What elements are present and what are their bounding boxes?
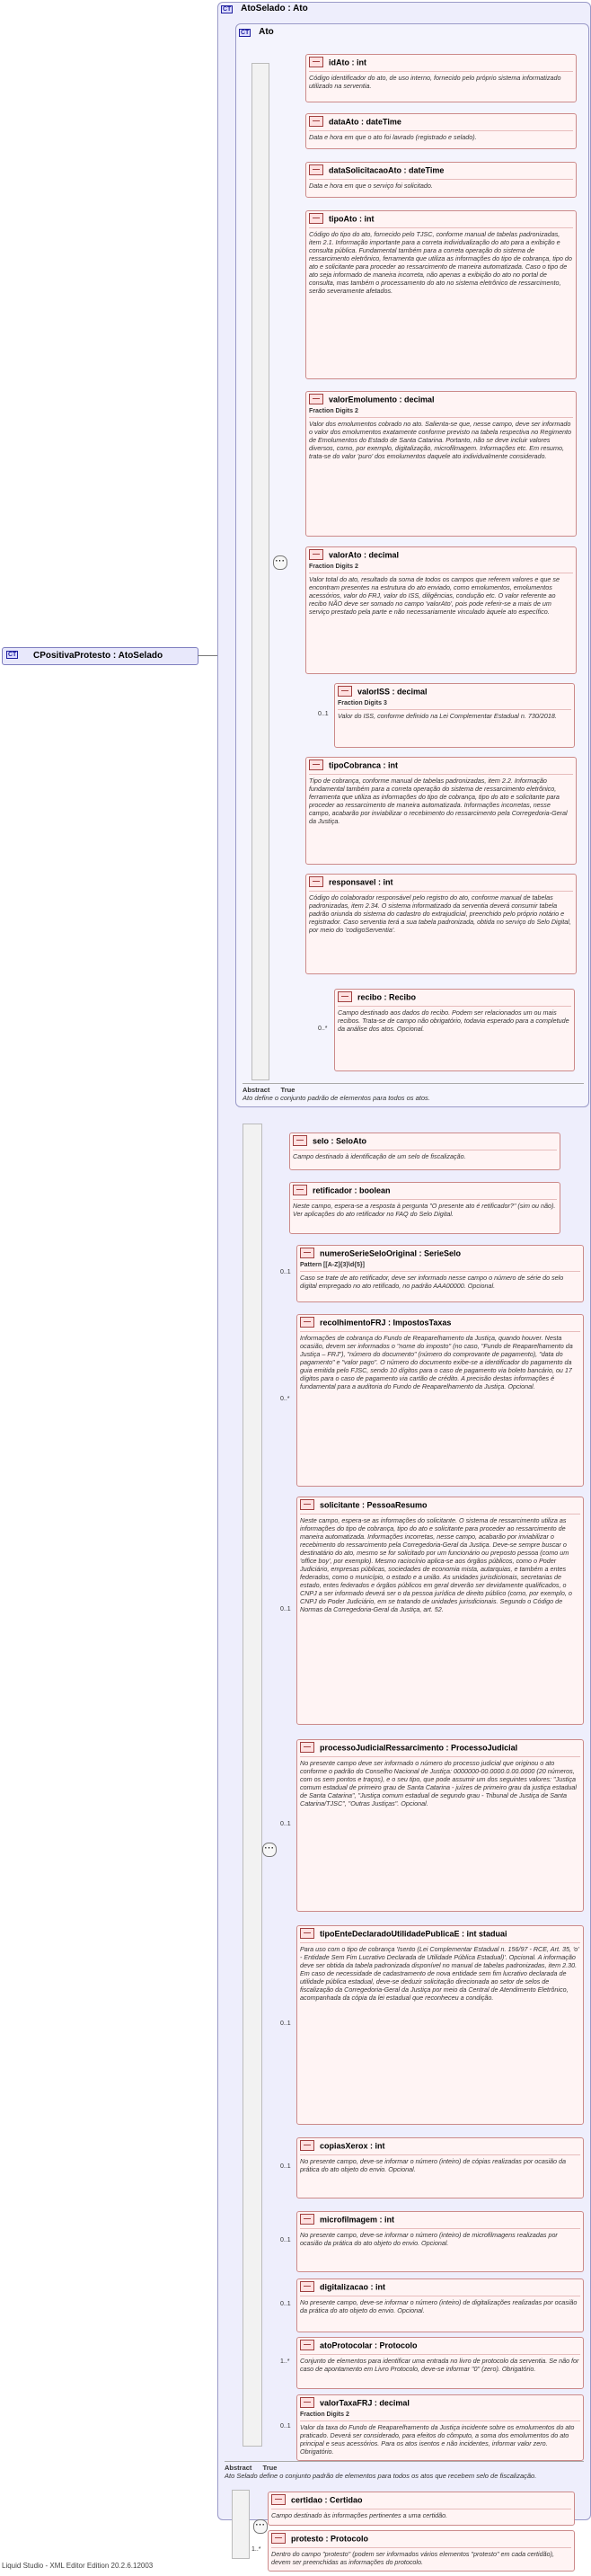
- selado-element-4[interactable]: [296, 1497, 584, 1725]
- element-doc: Código identificador do ato, de uso interno, fornecido pelo próprio sistema informatizado utilizado na serventia.: [309, 71, 573, 90]
- element-icon: [300, 2140, 314, 2151]
- selado-element-0[interactable]: [289, 1133, 560, 1170]
- element-icon: [300, 1499, 314, 1510]
- element-name: numeroSerieSeloOriginal : SerieSelo: [320, 1248, 462, 1258]
- ato-abstract: [243, 1083, 584, 1102]
- occurrence-label: 0..1: [280, 2301, 291, 2307]
- occurrence-label: 0..1: [280, 1269, 291, 1275]
- element-name: retificador : boolean: [313, 1186, 391, 1195]
- selado-element-2[interactable]: [296, 1245, 584, 1302]
- selado-element-7[interactable]: [296, 2137, 584, 2198]
- element-doc: No presente campo, deve-se informar o número (inteiro) de digitalizações realizadas por ocasião da prática do ato objeto do envio. Opcional.: [300, 2296, 580, 2314]
- element-name: certidao : Certidao: [291, 2495, 363, 2505]
- element-doc: Neste campo, espera-se as informações do solicitante. O sistema de ressarcimento utiliza as informações do tipo de cobrança, tipo do ato e solicitante para proceder ao ressarcimento de maneira automatizada. Informações incorretas, nesse campo, acabarão por inviabilizar o recebimento do ressarcimento pela Corregedoria-Geral da Justiça. Deve-se sempre buscar o destinatário do ato, mesmo se for solicitado por um funcionário ou preposto pessoa (como um 'office boy', por exemplo). Mesmo raciocínio aplica-se aos órgãos públicos, como o Poder Judiciário, empresas públicas, sociedades de economia mista, autarquias, e também a entes federados, como o município, o estado e a união. As unidades jurisdicionais, secretarias de estado, entes federados e órgãos públicos em geral deverão ser devidamente qualificados, o CNPJ a ser informado deverá ser o da pessoa jurídica de direito público (como, por exemplo, o CNPJ do Poder Judiciário, em se tratando de unidades jurisdicionais. Segundo o Código de Normas da Corregedoria-Geral da Justiça, art. 52.: [300, 1514, 580, 1613]
- element-header: [271, 2534, 368, 2545]
- selado-element-6[interactable]: [296, 1925, 584, 2125]
- ato-element-8[interactable]: [305, 874, 577, 974]
- element-header: [300, 2398, 410, 2409]
- element-icon: [271, 2494, 286, 2505]
- element-doc: Caso se trate de ato retificador, deve ser informado nesse campo o número de série do selo digital empregado no ato retificado, no padrão AAA00000. Opcional.: [300, 1271, 580, 1290]
- element-icon: [293, 1135, 307, 1146]
- element-header: [300, 1929, 507, 1940]
- element-name: idAto : int: [329, 58, 366, 67]
- ato-header: [239, 27, 274, 37]
- element-facet: Fraction Digits 3: [338, 700, 387, 706]
- element-header: [300, 1500, 428, 1511]
- occurrence-label: 0..1: [280, 2163, 291, 2170]
- element-doc: No presente campo, deve-se informar o número (inteiro) de microfilmagens realizadas por ocasião da prática do ato objeto do envio. Opcional.: [300, 2228, 580, 2247]
- element-header: [309, 165, 444, 176]
- element-name: valorTaxaFRJ : decimal: [320, 2398, 410, 2408]
- element-icon: [338, 686, 352, 697]
- element-facet: Fraction Digits 2: [300, 2412, 349, 2418]
- occurrence-label: 0..1: [318, 711, 329, 717]
- element-header: [309, 760, 398, 771]
- element-icon: [300, 1742, 314, 1753]
- element-facet: Fraction Digits 2: [309, 408, 358, 414]
- element-icon: [300, 1248, 314, 1258]
- element-doc: No presente campo, deve-se informar o número (inteiro) de cópias realizadas por ocasião da prática do ato objeto do envio. Opcional.: [300, 2154, 580, 2173]
- element-name: copiasXerox : int: [320, 2141, 385, 2151]
- element-header: [300, 1248, 461, 1259]
- element-icon: [309, 394, 323, 404]
- selado-element-8[interactable]: [296, 2211, 584, 2272]
- ato-element-4[interactable]: [305, 391, 577, 537]
- sequence-bar: [232, 2490, 250, 2559]
- element-icon: [309, 549, 323, 560]
- occurrence-label: 0..1: [280, 2237, 291, 2243]
- element-icon: [271, 2533, 286, 2544]
- connector: [198, 655, 217, 656]
- selado-element-10[interactable]: [296, 2337, 584, 2389]
- element-name: tipoEnteDeclaradoUtilidadePublicaE : int staduai: [320, 1929, 507, 1939]
- element-doc: Tipo de cobrança, conforme manual de tabelas padronizadas, item 2.2. Informação fundamental também para a correta operação do sistema de ressarcimento eletrônico, ferramenta que utiliza as informações do tipo de cobrança, tipo do ato e solicitante para proceder ao ressarcimento de maneira automatizada. Informações incorretas, nesse campo, acabarão por inviabilizar o recebimento do ressarcimento pela Corregedoria-Geral da Justiça.: [309, 774, 573, 825]
- abstract-label: Abstract: [243, 1086, 270, 1094]
- root-element-0[interactable]: [268, 2492, 575, 2526]
- atoselado-header: [221, 4, 308, 13]
- element-name: recibo : Recibo: [357, 992, 417, 1002]
- element-icon: [300, 2340, 314, 2350]
- element-name: recolhimentoFRJ : ImpostosTaxas: [320, 1318, 452, 1328]
- element-doc: Campo destinado aos dados do recibo. Podem ser relacionados um ou mais recibos. Trata-se de campo não obrigatório, todavia esperado para a completude da análise dos atos. Opcional.: [338, 1006, 571, 1033]
- abstract-value: True: [262, 2464, 278, 2472]
- element-name: processoJudicialRessarcimento : ProcessoJudicial: [320, 1743, 518, 1753]
- element-name: responsavel : int: [329, 877, 393, 887]
- atoselado-title: AtoSelado : Ato: [241, 4, 308, 13]
- element-icon: [309, 213, 323, 224]
- element-header: [271, 2495, 363, 2506]
- element-header: [309, 877, 393, 888]
- element-facet: Pattern [[A-Z]{3}\d{5}]: [300, 1262, 365, 1268]
- element-doc: Campo destinado às informações pertinentes a uma certidão.: [271, 2509, 571, 2519]
- element-doc: Conjunto de elementos para identificar uma entrada no livro de protocolo da serventia. Se não for caso de apontamento em Livro Protocolo, deve-se informar "0" (zero). Obrigatório.: [300, 2354, 580, 2373]
- abstract-doc: Ato Selado define o conjunto padrão de elementos para todos os atos que recebem selo de fiscalização.: [225, 2472, 537, 2480]
- element-doc: Valor total do ato, resultado da soma de todos os campos que referem valores e que se encontram presentes na estrutura do ato enviado, como emolumentos, emolumentos acessórios, valor do FRJ, valor do ISS, diligências, condução etc. O valor referente ao recibo NÃO deve ser somado no campo 'valorAto', pois pode referir-se a mais de um serviço prestado pela parte e não necessariamente vinculado àquele ato específico.: [309, 573, 573, 616]
- element-icon: [309, 759, 323, 770]
- element-name: solicitante : PessoaResumo: [320, 1500, 428, 1510]
- occurrence-label: 0..1: [280, 2021, 291, 2027]
- sequence-bar: [251, 63, 269, 1080]
- root-type-title: CPositivaProtesto : AtoSelado: [33, 651, 163, 661]
- element-icon: [293, 1185, 307, 1195]
- footer-credit: Liquid Studio - XML Editor Edition 20.2.6.12003: [2, 2562, 154, 2570]
- element-header: [309, 117, 401, 128]
- occurrence-label: 0..*: [280, 1396, 290, 1402]
- occurrence-label: 1..*: [280, 2358, 290, 2365]
- element-doc: Campo destinado à identificação de um selo de fiscalização.: [293, 1150, 557, 1160]
- element-doc: Código do colaborador responsável pelo registro do ato, conforme manual de tabelas padronizadas, item 2.34. O sistema informatizado da serventia deverá consumir tabela padrão oriunda do sistema do cadastro do extrajudicial, preenchido pelo próprio notário e registrador. Caso serventia terá a sua tabela padronizada, obtida no serviço do Selo Digital, por meio do 'codigoServentia'.: [309, 891, 573, 934]
- element-name: protesto : Protocolo: [291, 2534, 368, 2544]
- complex-type-icon: CT: [8, 652, 17, 658]
- ato-element-5[interactable]: [305, 546, 577, 674]
- element-doc: Neste campo, espera-se a resposta à pergunta "O presente ato é retificador?" (sim ou não). Ver aplicações do ato retificador no FAQ do Selo Digital.: [293, 1199, 557, 1218]
- element-icon: [338, 991, 352, 1002]
- element-header: [300, 2282, 385, 2293]
- element-name: dataSolicitacaoAto : dateTime: [329, 165, 445, 175]
- element-icon: [309, 164, 323, 175]
- element-header: [338, 687, 428, 697]
- element-icon: [300, 2281, 314, 2292]
- abstract-label: Abstract: [225, 2464, 252, 2472]
- abstract-doc: Ato define o conjunto padrão de elementos para todos os atos.: [243, 1094, 430, 1102]
- complex-type-icon: CT: [223, 6, 232, 13]
- element-header: [338, 992, 416, 1003]
- selado-element-3[interactable]: [296, 1314, 584, 1487]
- selado-element-11[interactable]: [296, 2394, 584, 2461]
- element-doc: Valor da taxa do Fundo de Reaparelhamento da Justiça incidente sobre os emolumentos do ato praticado. Deverá ser considerado, para efeitos do cômputo, a soma dos emolumentos do ato principal e seus acessórios. Para os atos isentos e não incidentes, informar valor zero. Obrigatório.: [300, 2421, 580, 2456]
- complex-type-icon: CT: [241, 30, 250, 36]
- element-icon: [309, 876, 323, 887]
- element-header: [293, 1186, 391, 1196]
- ato-element-2[interactable]: [305, 162, 577, 198]
- ato-element-7[interactable]: [305, 757, 577, 865]
- element-header: [300, 1743, 517, 1754]
- selado-abstract: [225, 2461, 584, 2480]
- element-name: digitalizacao : int: [320, 2282, 386, 2292]
- element-name: valorEmolumento : decimal: [329, 395, 435, 404]
- element-doc: Código do tipo do ato, fornecido pelo TJSC, conforme manual de tabelas padronizadas, item 2.1. Informação importante para a correta individualização do ato para a exibição e consulta pública. Fundamental também para a correta operação do sistema de ressarcimento eletrônico, ferramenta que utiliza as informações do tipo de cobrança, tipo do ato e solicitante para proceder ao ressarcimento de maneira automatizada. Caso o tipo de ato seja informado de maneira incorreta, não apenas a exibição do ato no portal de consulta, mas também o processamento do ato no sistema eletrônico de ressarcimento, serão severamente afetados.: [309, 227, 573, 295]
- selado-element-9[interactable]: [296, 2278, 584, 2332]
- abstract-value: True: [280, 1086, 296, 1094]
- root-element-1[interactable]: [268, 2530, 575, 2572]
- element-doc: Data e hora em que o ato foi lavrado (registrado e selado).: [309, 130, 573, 141]
- element-doc: Para uso com o tipo de cobrança 'Isento (Lei Complementar Estadual n. 156/97 - RCE, Art. 35, 'o' - Entidade Sem Fim Lucrativo Declarada de Utilidade Pública Estadual)'. Opcional. A informação deve ser obtida da tabela padronizada disponível no manual de tabelas padronizadas, item 2.30. Em caso de necessidade de cadastramento de nova entidade sem fim lucrativo declarada de utilidade pública estadual, deve-se deduzir solicitação direcionada ao setor de selos de fiscalização da Corregedoria-Geral da Justiça por meio da Central de Atendimento Eletrônico, acompanhada da cópia da lei estadual que reconheceu a condição.: [300, 1942, 580, 2002]
- element-header: [300, 2341, 418, 2351]
- element-header: [300, 1318, 451, 1328]
- ato-element-3[interactable]: [305, 210, 577, 379]
- element-header: [309, 395, 435, 405]
- ato-element-9[interactable]: [334, 989, 575, 1071]
- occurrence-label: 0..1: [280, 1821, 291, 1827]
- occurrence-label: 0..1: [280, 2423, 291, 2429]
- element-name: selo : SeloAto: [313, 1136, 367, 1146]
- element-name: dataAto : dateTime: [329, 117, 401, 127]
- element-icon: [309, 57, 323, 67]
- occurrence-label: 1..*: [251, 2546, 261, 2553]
- element-doc: Informações de cobrança do Fundo de Reaparelhamento da Justiça, quando houver. Nesta ocasião, devem ser informados o "nome do imposto" (no caso, "Fundo de Reaparelhamento da Justiça – FRJ"), "número do documento" (número do comprovante de pagamento), "data do pagamento" e "valor pago". O número do documento exibe-se a identificador do pagamento da guia emitida pelo FJSC, sendo 10 dígitos para o caso de pagamento via boleto bancário, ou 17 dígitos para o caso de pagamento via cartão de crédito. A precisão destas informações é fundamental para a auditoria do Fundo de Reaparelhamento da Justiça. Opcional.: [300, 1331, 580, 1390]
- element-doc: Data e hora em que o serviço foi solicitado.: [309, 179, 573, 190]
- sequence-icon: [273, 555, 287, 570]
- root-type-box[interactable]: [2, 647, 198, 665]
- element-header: [309, 214, 374, 225]
- element-doc: Dentro do campo "protesto" (podem ser informados vários elementos "protesto" em cada certidão), devem ser preenchidas as informações do protocolo.: [271, 2547, 571, 2566]
- element-header: [309, 58, 366, 68]
- element-header: [309, 550, 399, 561]
- sequence-icon: [262, 1843, 277, 1857]
- element-doc: Valor do ISS, conforme definido na Lei Complementar Estadual n. 730/2018.: [338, 709, 571, 720]
- occurrence-label: 0..*: [318, 1026, 328, 1032]
- element-icon: [309, 116, 323, 127]
- ato-element-1[interactable]: [305, 113, 577, 149]
- element-name: atoProtocolar : Protocolo: [320, 2341, 418, 2350]
- selado-element-1[interactable]: [289, 1182, 560, 1234]
- sequence-icon: [253, 2519, 268, 2534]
- element-name: microfilmagem : int: [320, 2215, 395, 2225]
- element-doc: No presente campo deve ser informado o número do processo judicial que originou o ato conforme o padrão do Conselho Nacional de Justiça: 0000000-00.0000.0.00.0000 (20 números, com os sem pontos e traços), e o seu tipo, que pode assumir um dos seguintes valores: "Justiça comum estadual de primeiro grau de Santa Catarina - juízes de primeiro grau da justiça estadual de Santa Catarina", "Justiça comum estadual de segundo grau - Tribunal de Justiça de Santa Catarina/TJSC", "Outras Justiças". Opcional.: [300, 1756, 580, 1808]
- element-facet: Fraction Digits 2: [309, 564, 358, 570]
- sequence-bar: [243, 1124, 262, 2447]
- element-name: valorAto : decimal: [329, 550, 400, 560]
- ato-element-6[interactable]: [334, 683, 575, 748]
- element-icon: [300, 1928, 314, 1939]
- element-name: tipoCobranca : int: [329, 760, 398, 770]
- ato-element-0[interactable]: [305, 54, 577, 102]
- element-header: [293, 1136, 366, 1147]
- ato-title: Ato: [259, 27, 274, 37]
- element-icon: [300, 2214, 314, 2225]
- element-icon: [300, 1317, 314, 1328]
- element-icon: [300, 2397, 314, 2408]
- element-name: tipoAto : int: [329, 214, 375, 224]
- element-header: [300, 2141, 385, 2152]
- element-doc: Valor dos emolumentos cobrado no ato. Salienta-se que, nesse campo, deve ser informado o valor dos emolumentos exatamente conforme previsto na tabela respectiva no Regimento de Emolumentos do Estado de Santa Catarina. Portanto, não se deve incluir valores diversos, como, por exemplo, digitalização, microfilmagem. Informações etc. Em resumo, trata-se do valor 'puro' dos emolumentos daquele ato individualmente considerado.: [309, 417, 573, 460]
- element-name: valorISS : decimal: [357, 687, 428, 697]
- occurrence-label: 0..1: [280, 1606, 291, 1612]
- selado-element-5[interactable]: [296, 1739, 584, 1912]
- element-header: [300, 2215, 394, 2225]
